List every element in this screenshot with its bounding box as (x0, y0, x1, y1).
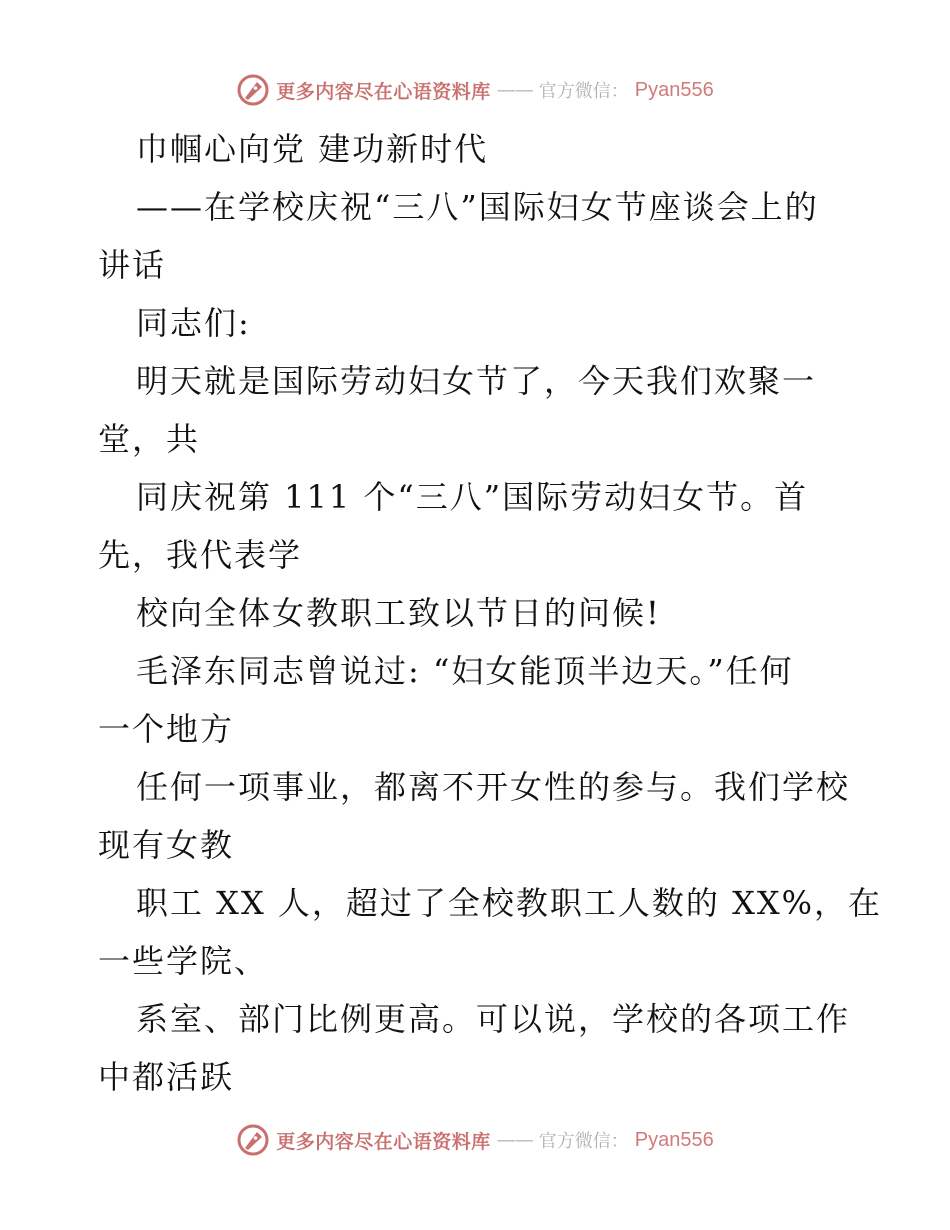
paragraph-line: 毛泽东同志曾说过: “妇女能顶半边天。”任何 (136, 652, 794, 690)
paragraph-line: 校向全体女教职工致以节日的问候! (136, 594, 661, 632)
paragraph-line: 任何一项事业，都离不开女性的参与。我们学校 (136, 768, 851, 806)
paragraph-line: 一个地方 (98, 710, 235, 748)
salutation: 同志们: (136, 304, 251, 342)
header-banner (0, 70, 950, 110)
pen-nib-logo-icon (236, 1123, 270, 1157)
document-subtitle-continued: 讲话 (98, 246, 167, 284)
paragraph-line: 堂，共 (98, 420, 201, 458)
paragraph-line: 同庆祝第 111 个“三八”国际劳动妇女节。首 (136, 478, 809, 516)
header-separator: —— (496, 79, 533, 101)
header-wechat-label: 官方微信： (538, 81, 629, 102)
footer-site-name: 更多内容尽在心语资料库 (276, 1130, 491, 1153)
header-site-name: 更多内容尽在心语资料库 (276, 80, 491, 103)
paragraph-line: 中都活跃 (98, 1058, 235, 1096)
header-wechat-id: Pyan556 (634, 78, 714, 101)
document-title: 巾帼心向党 建功新时代 (136, 130, 489, 168)
footer-separator: —— (496, 1129, 533, 1151)
footer-banner (0, 1120, 950, 1160)
paragraph-line: 现有女教 (98, 826, 235, 864)
footer-wechat-id: Pyan556 (634, 1128, 714, 1151)
paragraph-line: 职工 XX 人，超过了全校教职工人数的 XX%，在 (136, 884, 883, 922)
pen-nib-logo-icon (236, 73, 270, 107)
paragraph-line: 系室、部门比例更高。可以说，学校的各项工作 (136, 1000, 851, 1038)
paragraph-line: 明天就是国际劳动妇女节了，今天我们欢聚一 (136, 362, 817, 400)
document-subtitle: ——在学校庆祝“三八”国际妇女节座谈会上的 (136, 188, 819, 226)
paragraph-line: 先，我代表学 (98, 536, 303, 574)
paragraph-line: 一些学院、 (98, 942, 269, 980)
document-body (98, 120, 883, 1106)
footer-wechat-label: 官方微信： (538, 1131, 629, 1152)
